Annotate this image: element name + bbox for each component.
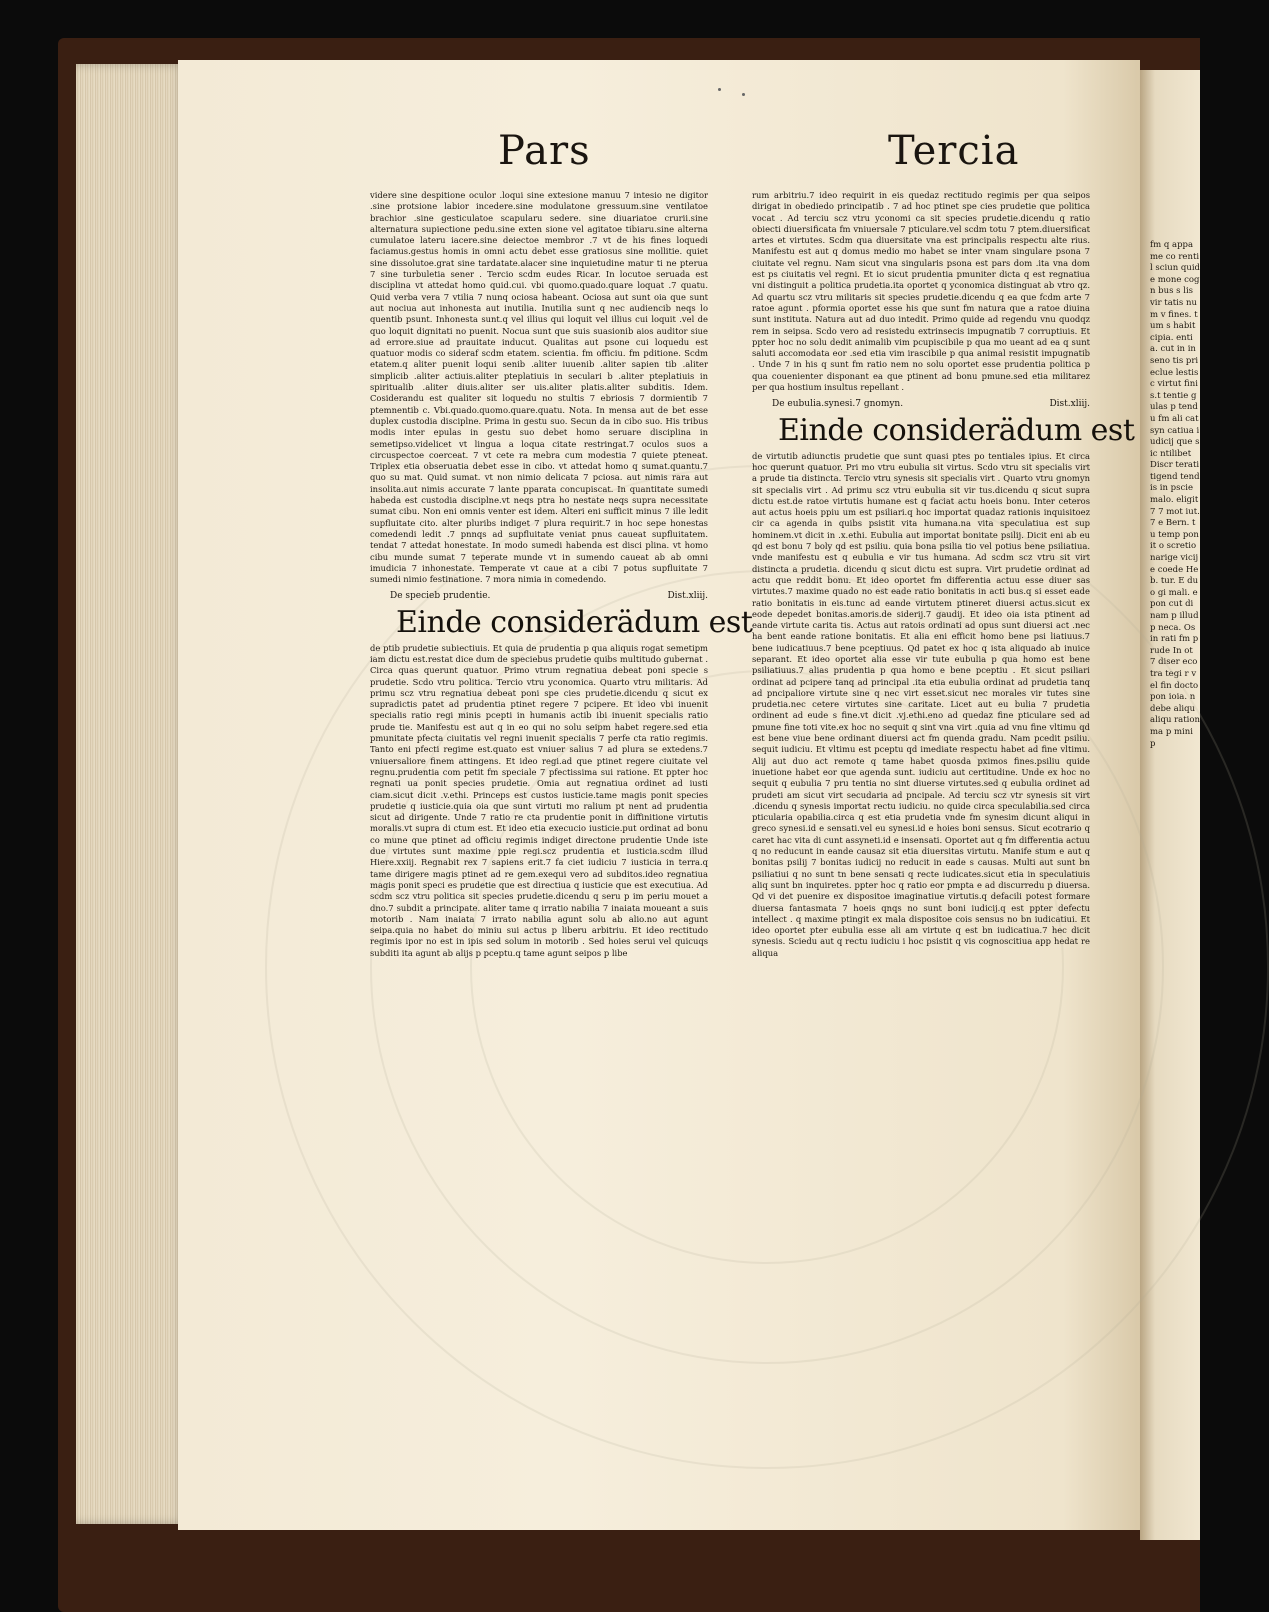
- section-label: De specieb prudentie.: [390, 591, 491, 602]
- section-heading: Einde considerädum est: [396, 604, 753, 640]
- facing-page-text: fm q appa me co rentil sciun quide mone cogn bus s lis vir tatis num v fines. tum s habit cipia. entia. cut in inseno tis pri eclue lestis c virtut finis.t tentie gulas p tendu fm ali cat syn catiua iudicij que sic ntilibet Discr terati tigend tendis in pscie malo. eligit 7 7 mot iut.7 e Bern. tu temp ponit o scretio narige vicij e coede Heb. tur. E duo gi mali. epon cut di nam p illud p neca. Os in rati fm prude In ot 7 diser ecotra tegi r vel fin docto pon ioia. n debe aliqu aliqu ration ma p mini p: [1150, 240, 1203, 749]
- running-head-left: Pars: [498, 128, 591, 174]
- speck: [742, 93, 745, 96]
- section-number: Dist.xliij.: [667, 591, 708, 602]
- body-paragraph: rum arbitriu.7 ideo requirit in eis quedaz rectitudo regimis per qua seipos dirigat in obediedo principatib . 7 ad hoc ptinet spe cies prudetie que politica vocat . Ad terciu scz vtru yconomi ca sit species prudetie.dicendu q ratio obiecti diuersificata fm vniuersale 7 pticulare.vel scdm totu 7 ptem.diuersificat artes et virtutes. Scdm qua diuersitate vna est principalis respectu alte rius. Manifestu est aut q domus medio mo habet se inter vnam singulare psona 7 ciuitate vel regnu. Nam sicut vna singularis psona est pars dom .ita vna dom est ps ciuitatis vel regni. Et io sicut prudentia pmuniter dicta q est regnatiua vni distinguit a politica prudetia.ita oportet q yconomica distinguat ab vtro qz. Ad quartu scz vtru militaris sit species prudetie.dicendu q ea que fcdm arte 7 ratoe agunt . pformia oportet esse his que sunt fm natura que a ratoe diuina sunt instituta. Natura aut ad duo intedit. Primo quide ad regendu vnu quodqz rem in seipsa. Scdo vero ad resistedu extrinsecis impugnatib 7 corruptiuis. Et ppter hoc no solu dedit animalib vim pcupiscibile p qua mo ueant ad ea q sunt saluti accomodata eor .sed etia vim irascibile p qua animal resistit impugnatib . Unde 7 in his q sunt fm ratio nem no solu oportet esse prudentia politica p qua couenienter disponant ea que ptinent ad bonu pmune.sed etia militarez per qua hostium insultus repellant .: [752, 190, 1090, 393]
- section-number: Dist.xliij.: [1049, 399, 1090, 410]
- running-head-right: Tercia: [888, 128, 1020, 174]
- section-label: De eubulia.synesi.7 gnomyn.: [772, 399, 904, 410]
- section-title: [772, 399, 1090, 410]
- speck: [718, 88, 721, 91]
- body-paragraph: videre sine despitione oculor .loqui sine extesione manuu 7 intesio ne digitor .sine protsione labior incedere.sine modulatone gressuum.sine ventilatoe brachior .sine gesticulatoe scapularu sedere. sine diuariatoe crurii.sine alternatura supiectione pedu.sine exten sione vel agitatoe tibiaru.sine alterna cumulatoe lateru iacere.sine deiectoe membror .7 vt de his fines loquedi faciamus.gestus homis in omni actu debet esse gratiosus sine mollitie. quiet sine dissolutoe.grat sine tardatate.alacer sine inquietudine matur ti ne pterua 7 sine turbuletia sener . Tercio scdm eudes Ricar. In locutoe seruada est disciplina vt attedat homo quid.cui. vbi quomo.quado.quare loquat .7 quatu. Quid verba vera 7 vtilia 7 nunq ociosa habeant. Ociosa aut sunt oia que sunt aut nociua aut inhonesta aut inutilia. Inutilia sunt q nec audiencib neqs lo quentib psunt. Inhonesta sunt.q vel illius qui loquit vel illius cui loquit .vel de quo loquit dignitati no puenit. Nocua sunt que suis suasionib aios auditor siue ad errore.siue ad prauitate inducut. Qualitas aut psone cui loquedu est quatuor modis co sideraf scdm etatem. scientia. fm officiu. fm pditione. Scdm etatem.q aliter puenit loqui senib .aliter iuuenib .aliter sapien tib .aliter simplicib .aliter actiuis.aliter pteplatiuis in seculari b .aliter pteplatiuis in spiritualib .aliter diuis.aliter ser uis.aliter platis.aliter subditis. Idem. Cosiderandu est qualiter sit loquedu no stultis 7 ebriosis 7 dormientib 7 ptemnentib c. Vbi.quado.quomo.quare.quatu. Nota. In mensa aut de bet esse duplex custodia disciplne. Prima in gestu suo. Secun da in cibo suo. His tribus modis inter epulas in gestu suo debet homo seruare disciplina in semetipso.videlicet vt lingua a loqua citate restringat.7 oculos suos a circuspectoe coerceat. 7 vt cete ra mebra cum modestia 7 quiete pteneat. Triplex etia obseruatia debet esse in cibo. vt attedat homo q sumat.quantu.7 quo su mat. Quid sumat. vt non nimio delicata 7 pciosa. aut nimis rara aut insolita.aut nimis accurate 7 lante pparata concupiscat. In quantitate sumedi habeda est custodia disciplne.vt neqs ptra ho nestate neqs supra necessitate sumat cibu. Non eni omnis venter est idem. Alteri eni sufficit minus 7 ille ledit supfluitate cito. alter pluribs indiget 7 plura requirit.7 in hoc sepe honestas comedendi ledit .7 pnnqs ad supfluitate veniat pnus caueat supfluitatem. tendat 7 attedat honestate. In modo sumedi habenda est disci plina. vt homo cibu munde sumat 7 teperate munde vt in sumendo caueat ab ab omni imudicia 7 inhonestate. Temperate vt caue at a cibi 7 potus supfluitate 7 sumedi nimio festinatione. 7 mora nimia in comedendo.: [370, 190, 708, 585]
- body-paragraph: de virtutib adiunctis prudetie que sunt quasi ptes po tentiales ipius. Et circa hoc querunt quatuor. Pri mo vtru eubulia sit virtus. Scdo vtru sit specialis virt a prude tia distincta. Tercio vtru synesis sit specialis virt . Quarto vtru gnomyn sit specialis virt . Ad primu scz vtru eubulia sit vir tus.dicendu q sicut supra dictu est.de ratoe virtutis humane est q faciat actu hoeis bonu. Inter ceteros aut actus hoeis ppiu um est psiliari.q hoc importat quadaz rationis inquisitoez cir ca agenda in quibs psistit vita humana.na vita speculatiua est sup hominem.vt dicit in .x.ethi. Eubulia aut importat bonitate psilij. Dicit eni ab eu qd est bonu 7 boly qd est psiliu. quia bona psilia tio vel potius bene psiliatiua. vnde manifestu est q eubulia e vir tus humana. Ad scdm scz vtru sit virt distincta a prudetia. dicendu q sicut dictu est supra. Virt prudetie ordinat ad actu que reddit bonu. Et ideo oportet fm differentia actuu esse diuer sas virtutes.7 maxime quado no est eade ratio bonitatis in acti bus.q si esset eade ratio bonitatis in eis.tunc ad eande virtutem ptineret diuersi actus.sicut ex eode depedet bonitas.amoris.de siderij.7 gaudij. Et ideo oia ista ptinent ad eande virtute carita tis. Actus aut ratois ordinati ad opus sunt diuersi act .nec ha bent eande ratione bonitatis. Et alia eni efficit homo bene psi liatiuus.7 bene iudicatiuus.7 bene pceptiuus. Qd patet ex hoc q ista aliquado ab inuice separant. Et ideo oportet alia esse vir tute eubulia p qua homo est bene psiliatiuus.7 alias prudentia p qua homo e bene pceptiu . Et sicut psiliari ordinat ad pcipere tanq ad principal .ita etia eubulia ordinat ad prudetia tanq ad pncipaliore virtute sine q nec virt esset.sicut nec morales vir tutes sine prudetia.nec cetere virtutes sine caritate. Licet aut eu bulia 7 prudetia ordinent ad eude s fine.vt dicit .vj.ethi.eno ad quedaz fine pticulare sed ad pmune fine toti vite.ex hoc no sequit q sint vna virt .quia ad vnu fine vltimu qd est bene viue bene ordinant diuersi act fm quenda gradu. Nam pcedit psiliu. sequit iudiciu. Et vltimu est pceptu qd imediate respectu habet ad fine vltimu. Alij aut duo act remote q tame habet quosda pximos fines.psiliu quide inuetione habet eor que agenda sunt. iudiciu aut certitudine. Unde ex hoc no sequit q eubulia 7 pru tentia no sint diuerse virtutes.sed q eubulia ordinet ad prudeti am sicut virt secudaria ad pncipale. Ad terciu scz vtr synesis sit virt .dicendu q synesis importat rectu iudiciu. no quide circa speculabilia.sed circa pticularia opabilia.circa q est etia prudetia vnde fm synesim dicunt aliqui in greco synesi.id e sensati.vel eu synesi.id e hoies boni sensus. Sicut ecotrario q caret hac vita di cunt assyneti.id e insensati. Oportet aut q fm differentia actuu q no reducunt in eande causaz sit etia diuersitas virtutu. Manife stum e aut q bonitas psilij 7 bonitas iudicij no reducit in eade s causas. Multi aut sunt bn psiliatiui q no sunt tn bene sensati q recte iudicates.sicut etia in speculatiuis aliq sunt bn inquiretes. ppter hoc q ratio eor pmpta e ad discurredu p diuersa. Qd vi det puenire ex dispositoe imaginatiue virtutis.q defacili potest formare diuersa fantasmata 7 hoeis qnqs no sunt boni iudicij.q est ppter defectu intellect . q maxime ptingit ex mala dispositoe cois sensus no bn iudicatiui. Et ideo oportet pter eubulia esse ali am virtute q est bn iudicatiua.7 hec dicit synesis. Sciedu aut q rectu iudiciu i hoc psistit q vis cognoscitiua app hedat re aliqua: [752, 450, 1090, 958]
- section-heading: Einde considerädum est: [778, 412, 1135, 448]
- section-title: [390, 591, 708, 602]
- page-edges: [76, 64, 186, 1524]
- left-text-column: [370, 190, 753, 959]
- right-text-column: [752, 190, 1135, 959]
- body-paragraph: de ptib prudetie subiectiuis. Et quia de prudentia p qua aliquis rogat semetipm iam dictu est.restat dice dum de speciebus prudetie quibs multitudo gubernat . Circa quas querunt quatuor. Primo vtrum regnatiua debeat poni specie s prudetie. Scdo vtru politica. Tercio vtru yconomica. Quarto vtru militaris. Ad primu scz vtru regnatiua debeat poni spe cies prudetie.dicendu q sicut ex supradictis patet ad prudentia ptinet regere 7 pcipere. Et ideo vbi inuenit specialis ratio regi minis pcepti in humanis actib ibi inuenit specialis ratio prude tie. Manifestu est aut q in eo qui no solu seipm habet regere.sed etia pmunitate pfecta ciuitatis vel regni inuenit specialis 7 perfe cta ratio regimis. Tanto eni pfecti regime est.quato est vniuer salius 7 ad plura se extedens.7 vniuersaliore finem attingens. Et ideo regi.ad que ptinet regere ciuitate vel regnu.prudentia com petit fm speciale 7 pfectissima sui ratione. Et ppter hoc regnati ua ponit species prudetie. Omia aut regnatiua ordinet ad iusti ciam.sicut dicit .v.ethi. Princeps est custos iusticie.tame magis ponit species prudetie q iusticie.quia oia que sunt virtuti mo ralium pt nent ad prudentia sicut ad dirigente. Unde 7 ratio re cta prudentie ponit in diffinitione virtutis moralis.vt supra di ctum est. Et ideo etia execucio iusticie.put ordinat ad bonu co mune que ptinet ad officiu regimis indiget directone prudentie Unde iste due virtutes sunt maxime ppie regi.scz prudentia et iusticia.scdm illud Hiere.xxiij. Regnabit rex 7 sapiens erit.7 fa ciet iudiciu 7 iusticia in terra.q tame dirigere magis ptinet ad re gem.exequi vero ad subditos.ideo regnatiua magis ponit speci es prudetie que est directiua q iusticie que est executiua. Ad scdm scz vtru politica sit species prudetie.dicendu q seru p im periu mouet a dno.7 subdit a principate. aliter tame q irratio nabilia 7 inaiata moueant a suis motorib . Nam inaiata 7 irrato nabilia agunt solu ab alio.no aut agunt seipa.quia no habet do miniu sui actus p liberu arbitriu. Et ideo rectitudo regimis ipor no est in ipis sed solum in motorib . Sed hoies serui vel quicuqs subditi ita agunt ab alijs p pceptu.q tame agunt seipos p libe: [370, 642, 708, 958]
